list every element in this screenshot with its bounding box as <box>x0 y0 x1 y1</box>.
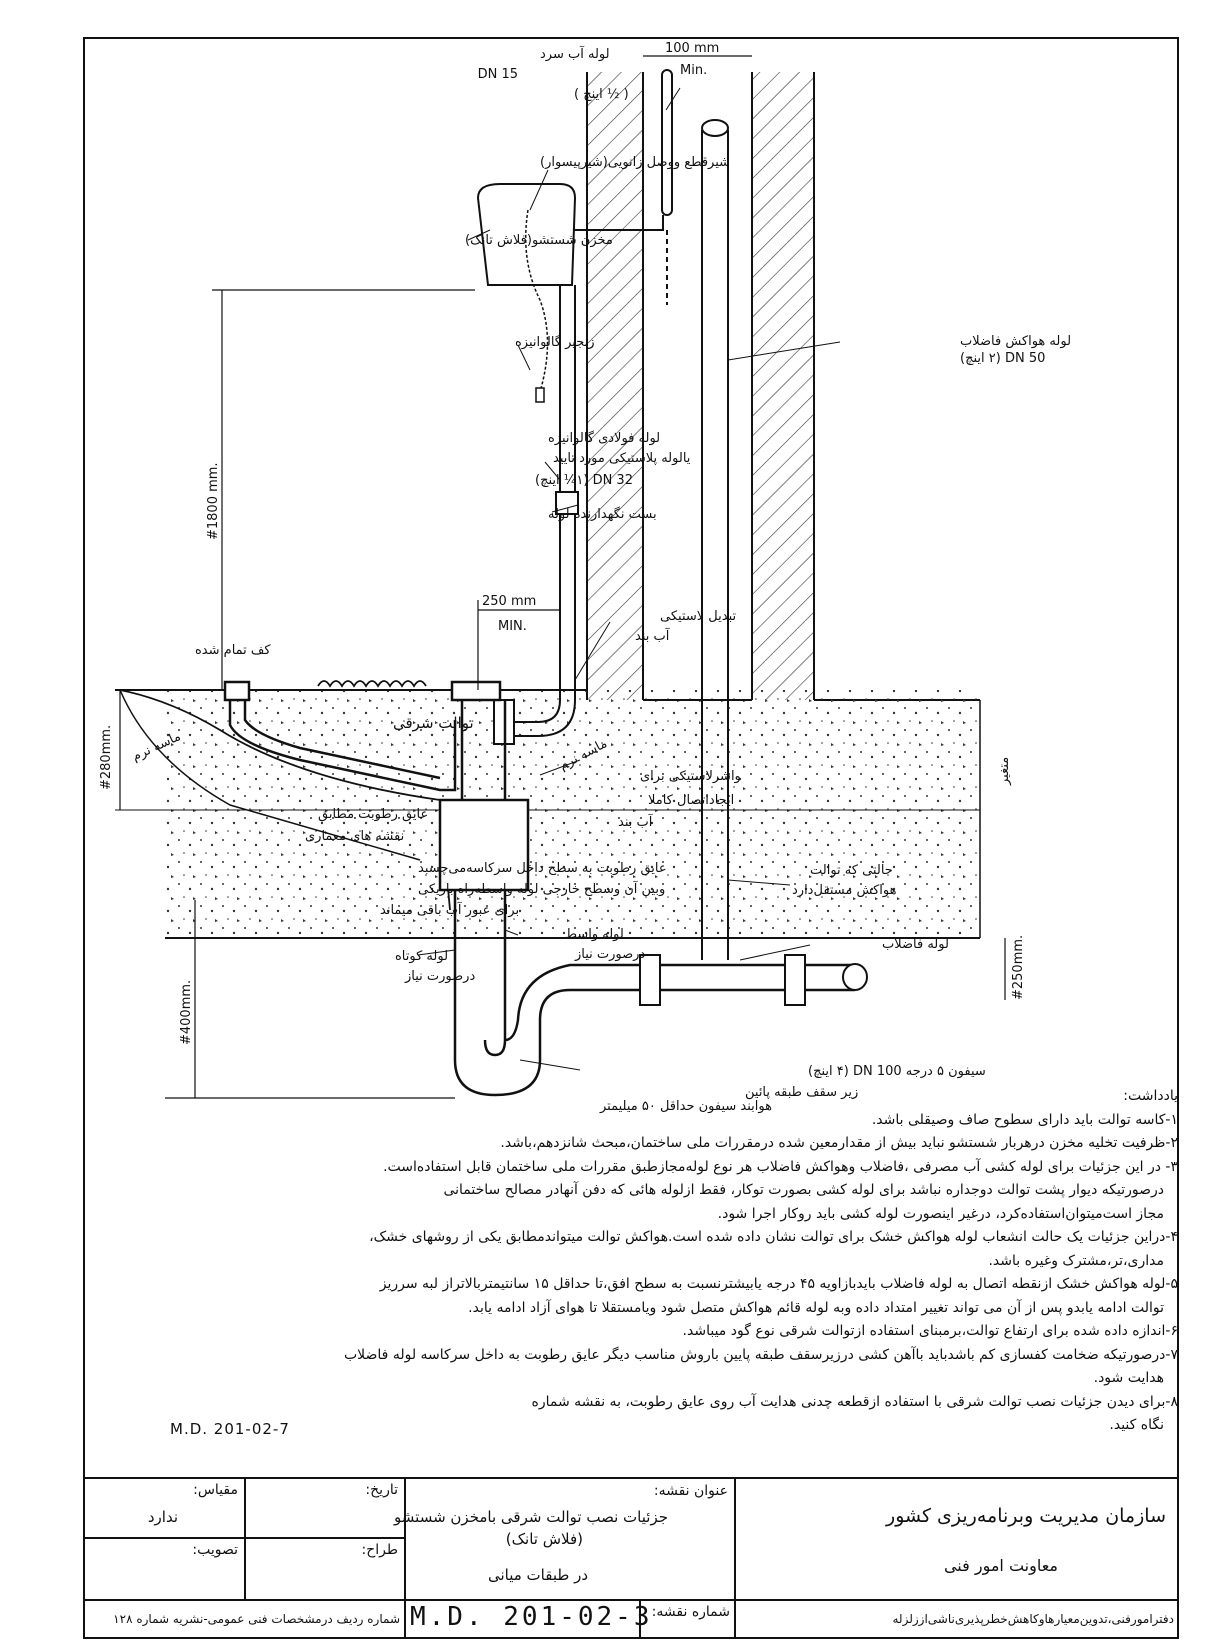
label-washer-1: واشرلاستیکی برای <box>640 769 741 784</box>
label-short-pipe-2: درصورت نیاز <box>405 969 476 984</box>
diagram-labels <box>99 41 1071 1114</box>
note-item: ۴-دراین جزئیات یک حالت انشعاب لوله هواکش خشک برای توالت نشان داده شده است.هواکش توالت میتواندمطابق یکی از روشهای خشک، <box>369 1229 1178 1245</box>
note-ref-number: M.D. 201-02-7 <box>170 1420 290 1438</box>
wall-right <box>752 72 980 700</box>
label-dim-250b: #250mm. <box>1011 934 1026 1000</box>
drawing-title-label: عنوان نقشه: <box>653 1483 728 1499</box>
drawing-number: M.D. 201-02-3 <box>410 1602 653 1632</box>
label-waste-pipe: لوله فاضلاب <box>882 937 949 952</box>
label-moisture-2: نقشه های معماری <box>305 829 405 844</box>
scale-label: مقیاس: <box>193 1482 238 1498</box>
label-vent-pipe-1: لوله هواکش فاضلاب <box>960 334 1072 349</box>
label-dim-250: 250 mm <box>482 594 537 609</box>
label-cold-pipe-dn: DN 15 <box>477 67 518 82</box>
label-siphon-seal: هوابند سیفون حداقل ۵۰ میلیمتر <box>600 1099 772 1114</box>
label-siphon-2: زیر سقف طبقه پائین <box>745 1085 859 1100</box>
label-plastic-adapter-2: آب بند <box>635 629 670 644</box>
label-short-pipe-1: لوله کوتاه <box>395 949 449 964</box>
notes-heading: یادداشت: <box>1123 1088 1178 1104</box>
label-vented-case-1: حالتی که توالت <box>810 863 893 878</box>
note-item: درصورتیکه دیوار پشت توالت دوجداره نباشد برای لوله کشی بصورت توکار، فقط ازلوله هائی که دفن آنهادر مصالح ساختمانی <box>443 1182 1164 1198</box>
label-plastic-adapter-1: تبدیل لاستیکی <box>660 609 737 624</box>
label-moisture-long-1: عایق رطوبت به سطح داخل سرکاسه‌می‌چسبد <box>418 861 667 876</box>
office-name: دفترامورفنی،تدوین‌معیارهاوکاهش‌خطرپذیری‌ناشی‌اززلزله <box>892 1612 1174 1626</box>
label-steel-pipe-2: یالوله پلاستیکی مورد تایید <box>553 451 691 466</box>
label-variable: متغیر <box>997 756 1012 785</box>
waste-pipe <box>640 955 867 1005</box>
drawing-title-3: در طبقات میانی <box>487 1566 588 1584</box>
label-washer-2: ایجاداتصال کاملا <box>648 793 735 808</box>
note-item: ۱-کاسه توالت باید دارای سطوح صاف وصیقلی باشد. <box>871 1111 1178 1128</box>
deputy-name: معاونت امور فنی <box>943 1556 1058 1575</box>
label-chain: زنجیر گالوانیزه <box>515 335 595 350</box>
notes-section <box>100 1085 1178 1438</box>
note-item: ۸-برای دیدن جزئیات نصب توالت شرقی با استفاده ازقطعه چدنی هدایت آب روی عایق رطوبت، به نقشه شماره <box>531 1393 1178 1410</box>
label-flush-tank: مخزن شستشو(فلاش تانک) <box>465 233 613 248</box>
org-name: سازمان مدیریت وبرنامه‌ریزی کشور <box>886 1505 1166 1527</box>
label-dim-280: #280mm. <box>99 724 114 790</box>
label-moisture-1: عایق رطوبت مطابق <box>318 807 429 822</box>
note-item: توالت ادامه یابدو پس از آن می تواند تغییر امتداد داده وبه لوله قائم هواکش متصل شود ویامستقلا تا هوای آزاد ادامه یابد. <box>468 1299 1164 1316</box>
note-item: ۳- در این جزئیات برای لوله کشی آب مصرفی ،فاضلاب وهواکش فاضلاب هر نوع لوله‌مجازطبق مقررات ملی ساختمان قابل استفاده‌است. <box>383 1158 1178 1175</box>
note-item: هدایت شود. <box>1093 1370 1164 1386</box>
label-steel-pipe-1: لوله فولادی گالوانیزه <box>548 431 661 446</box>
label-vent-pipe-2: DN 50 (۲ اینچ) <box>960 351 1046 366</box>
label-cold-pipe: لوله آب سرد <box>540 47 610 62</box>
drawing-title-1: جزئیات نصب توالت شرقی بامخزن شستشو <box>394 1508 668 1526</box>
label-pipe-clamp: بست نگهدارنده لوله <box>548 507 657 522</box>
label-dim-400: #400mm. <box>179 979 194 1045</box>
label-stop-valve: شیرقطع ووصل زانویی(شیرپیسوار) <box>540 155 731 170</box>
label-soft-sand-right: ماسه نرم <box>556 736 610 774</box>
label-cold-pipe-inch: ( ½ اینچ ) <box>574 87 629 102</box>
drawing-number-label: شماره نقشه: <box>651 1604 730 1620</box>
label-siphon-1: سیفون ۵ درجه DN 100 (۴ اینچ) <box>808 1064 986 1079</box>
label-dim-250-min: MIN. <box>498 619 527 634</box>
scale-value: ندارد <box>147 1508 178 1526</box>
label-washer-3: آب بند <box>618 815 653 830</box>
floor-slab <box>165 690 980 938</box>
label-middle-pipe-2: درصورت نیاز <box>575 947 646 962</box>
label-middle-pipe-1: لوله واسط <box>565 927 624 942</box>
approval-label: تصویب: <box>192 1542 238 1558</box>
label-soft-sand-left: ماسه نرم <box>129 729 184 765</box>
label-dim-100: 100 mm <box>665 41 720 56</box>
note-item: ۵-لوله هواکش خشک ازنقطه اتصال به لوله فاضلاب بایدبازاویه ۴۵ درجه یابیشترنسبت به سطح افق،تا حداقل ۱۵ سانتیمتربالاتراز لبه سرریز <box>379 1276 1178 1292</box>
date-label: تاریخ: <box>365 1482 398 1498</box>
label-dim-100-min: Min. <box>680 63 708 78</box>
drawing-title-2: (فلاش تانک) <box>505 1530 583 1548</box>
note-item: ۶-اندازه داده شده برای ارتفاع توالت،برمبنای استفاده ازتوالت شرقی نوع گود میباشد. <box>682 1323 1178 1339</box>
label-finished-floor: کف تمام شده <box>195 643 271 658</box>
label-dim-1800: #1800 mm. <box>206 462 221 540</box>
label-steel-pipe-3: DN 32 (۱¼ اینچ) <box>535 473 633 488</box>
note-item: مجاز است‌میتوان‌استفاده‌کرد، درغیر اینصورت لوله کشی باید روکار اجرا شود. <box>717 1205 1164 1222</box>
label-vented-case-2: هواکش مستقل‌دارد <box>792 883 897 898</box>
label-moisture-long-3: برای عبور آب باقی میماند <box>380 903 520 918</box>
note-item: نگاه کنید. <box>1109 1417 1164 1433</box>
note-item: مداری،تر،مشترک وغیره باشد. <box>988 1252 1164 1269</box>
label-eastern-toilet: توالت شرقی <box>393 714 474 732</box>
note-item: ۷-درصورتیکه ضخامت کفسازی کم باشدباید باآهن کشی درزیرسقف طبقه پایین باروش مناسب دیگر عایق رطوبت به داخل سرکاسه لوله فاضلاب <box>343 1346 1178 1363</box>
label-moisture-long-2: وبین آن وسطح خارجی لوله واسطه‌راه باریکی <box>418 882 666 897</box>
row-reference: شماره ردیف درمشخصات فنی عمومی-نشریه شماره ۱۲۸ <box>113 1612 400 1626</box>
designer-label: طراح: <box>361 1542 398 1558</box>
note-item: ۲-ظرفیت تخلیه مخزن درهربار شستشو نباید بیش از مقدارمعین شده درمقررات ملی ساختمان،مبحث شانزدهم،باشد. <box>500 1135 1178 1151</box>
